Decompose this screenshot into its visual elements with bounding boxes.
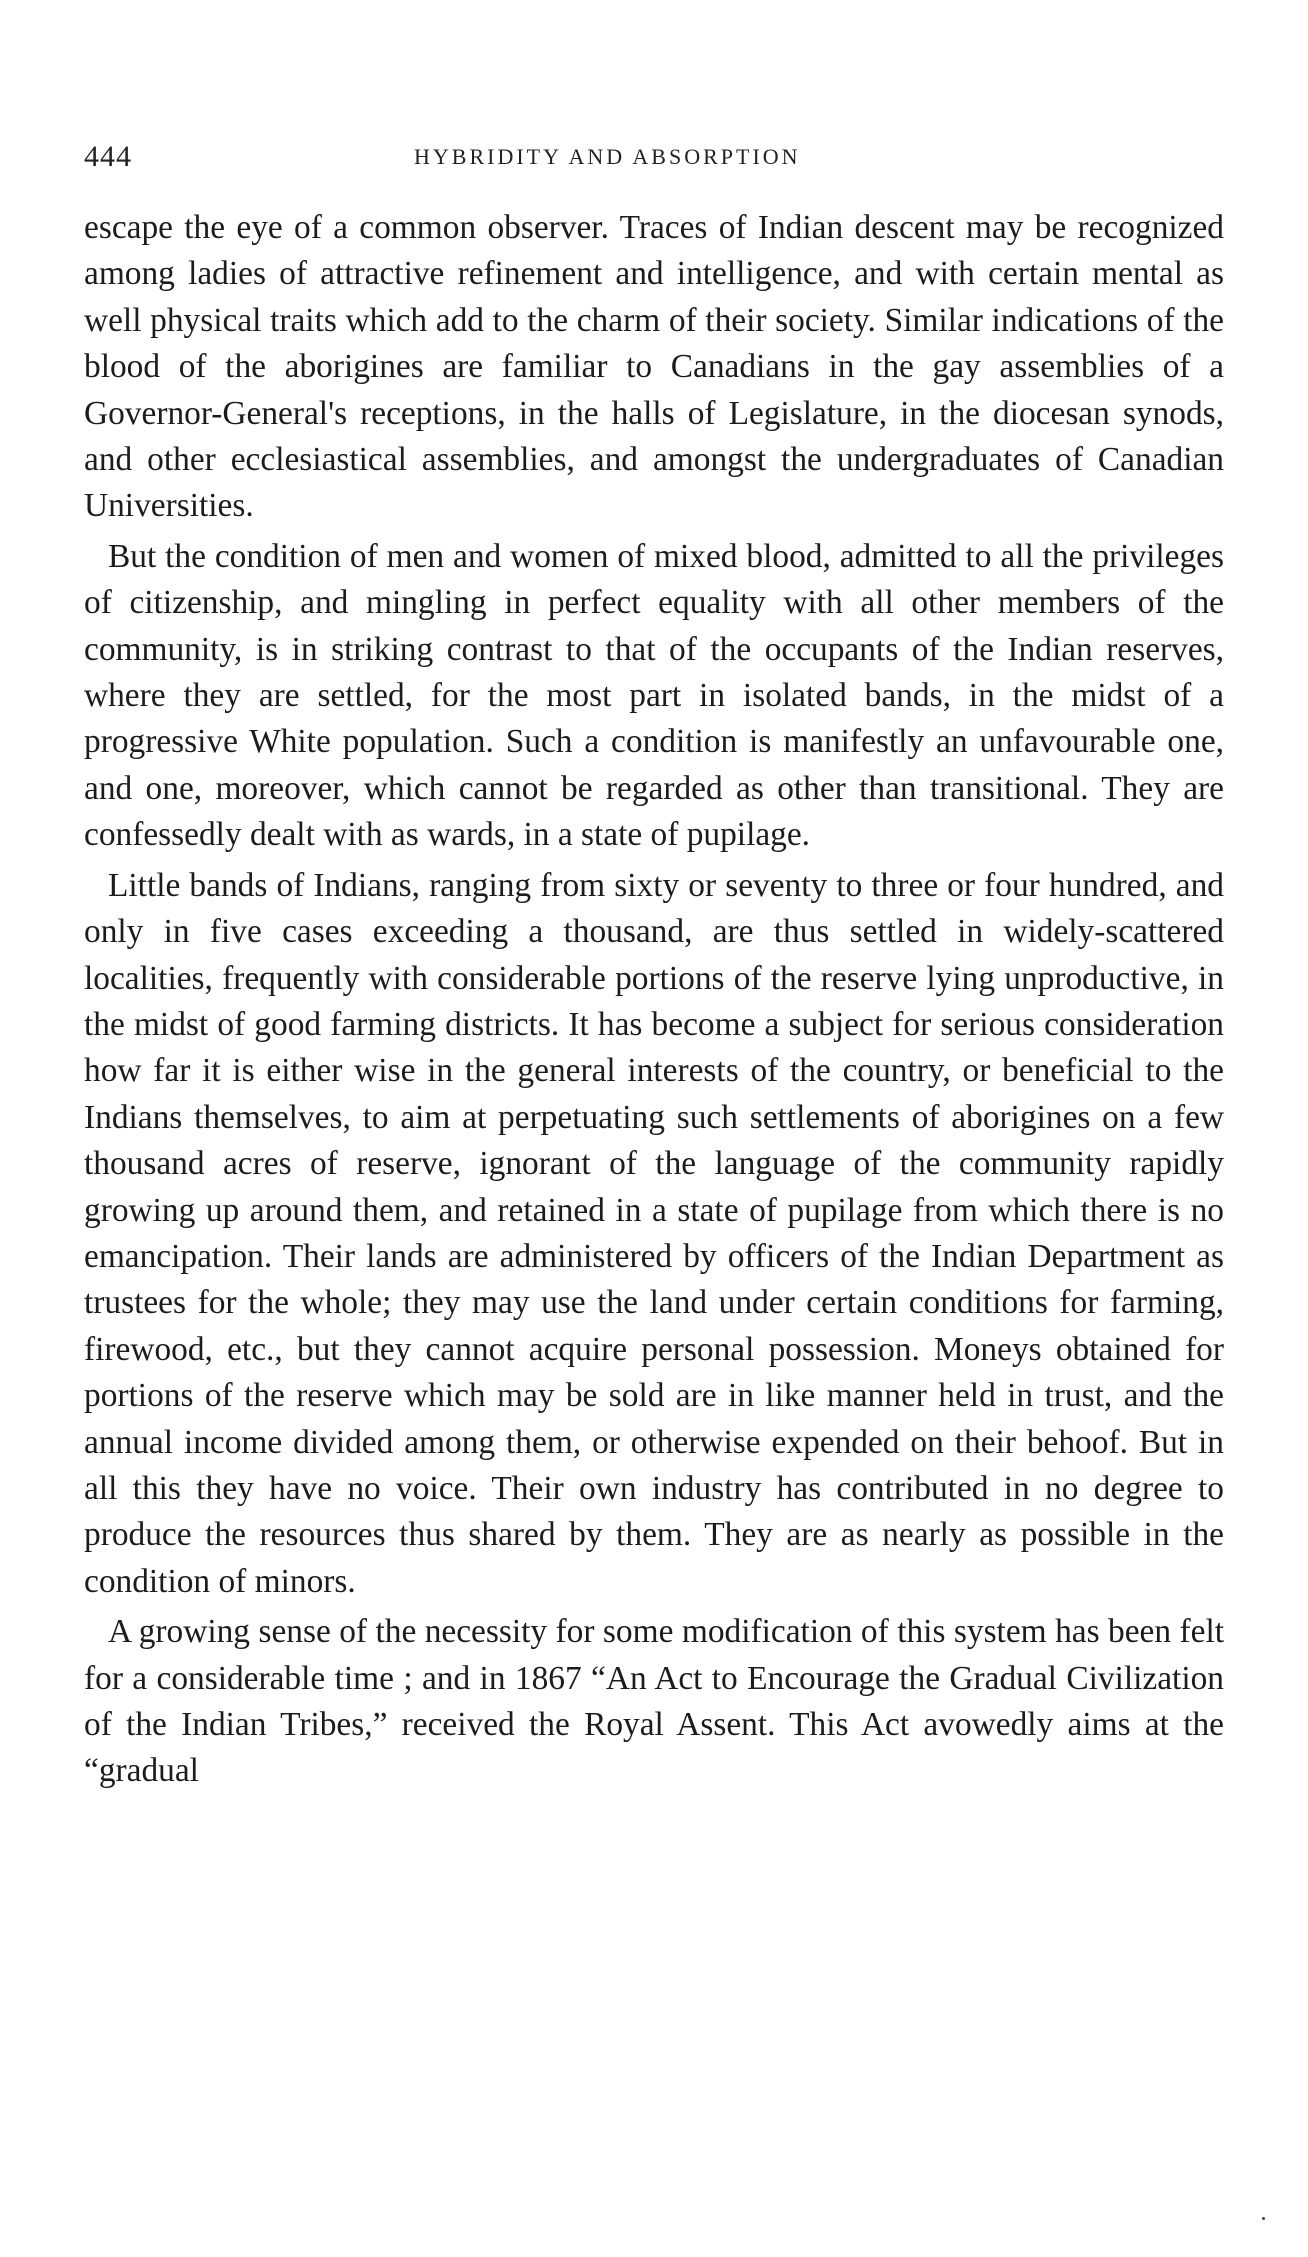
scan-speck [1262, 2217, 1265, 2220]
running-head [84, 140, 1224, 180]
paragraph-2: But the condition of men and women of mixed blood, admitted to all the privileges of citizenship, and mingling in perfect equality with all other members of the community, is in striking contrast to that of the occupants of the Indian reserves, where they are settled, for the most part in isolated bands, in the midst of a progressive White population. Such a condition is manifestly an unfavourable one, and one, moreover, which cannot be regarded as other than transitional. They are confessedly dealt with as wards, in a state of pupilage. [84, 537, 1224, 854]
page-number: 444 [84, 140, 132, 173]
paragraph-4: A growing sense of the necessity for some modification of this system has been felt for a considerable time ; and in 1867 “An Act to Encourage the Gradual Civilization of the Indian Tribes,” received the Royal Assent. This Act avowedly aims at the “gradual [84, 1613, 1224, 1790]
paragraph-3: Little bands of Indians, ranging from sixty or seventy to three or four hundred, and only in five cases exceeding a thousand, are thus settled in widely-scattered localities, frequently with considerable portions of the reserve lying unproductive, in the midst of good farming districts. It has become a subject for serious consideration how far it is either wise in the general interests of the country, or beneficial to the Indians themselves, to aim at perpetuating such settlements of aborigines on a few thousand acres of reserve, ignorant of the language of the community rapidly growing up around them, and retained in a state of pupilage from which there is no emancipation. Their lands are administered by officers of the Indian Department as trustees for the whole; they may use the land under certain conditions for farming, firewood, etc., but they cannot acquire personal possession. Moneys obtained for portions of the reserve which may be sold are in like manner held in trust, and the annual income divided among them, or otherwise expended on their behoof. But in all this they have no voice. Their own industry has contributed in no degree to produce the resources thus shared by them. They are as nearly as possible in the condition of minors. [84, 866, 1224, 1600]
paragraph-1: escape the eye of a common observer. Traces of Indian descent may be recognized among ladies of attractive refinement and intelligence, and with certain mental as well physical traits which add to the charm of their society. Similar indications of the blood of the aborigines are familiar to Canadians in the gay assemblies of a Governor-General's receptions, in the halls of Legislature, in the diocesan synods, and other ecclesiastical assemblies, and amongst the undergraduates of Canadian Universities. [84, 209, 1224, 525]
running-title: HYBRIDITY AND ABSORPTION [414, 144, 801, 169]
body-text [84, 205, 1224, 1795]
